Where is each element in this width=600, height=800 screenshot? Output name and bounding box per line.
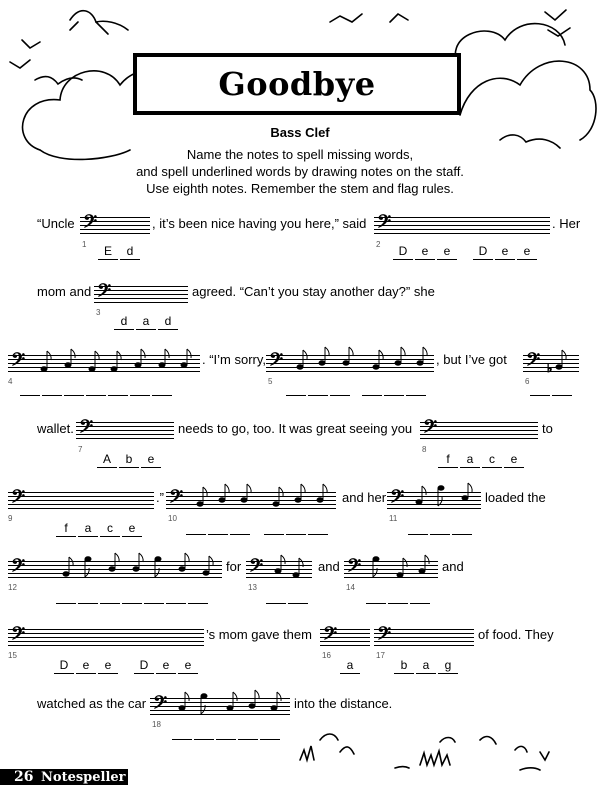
bass-clef-icon: 𝄢: [390, 486, 405, 512]
story-text: agreed. “Can’t you stay another day?” she: [192, 284, 435, 299]
notes-exercise-6: [523, 345, 581, 377]
staff-exercise-1[interactable]: [80, 211, 150, 237]
page-number: 26: [14, 769, 34, 785]
exercise-number: 3: [96, 308, 101, 317]
answer-blanks-10: [186, 521, 330, 538]
exercise-number: 7: [78, 445, 83, 454]
story-text: ’s mom gave them: [206, 627, 312, 642]
staff-exercise-7[interactable]: [76, 416, 174, 442]
bass-clef-icon: 𝄢: [79, 416, 94, 442]
bird-icon: [330, 14, 362, 22]
answer-blanks-4: [20, 382, 174, 399]
answer-letters-2: D e e D e e: [393, 244, 539, 260]
answer-letters-8: f a c e: [438, 452, 526, 468]
instruction-line: Use eighth notes. Remember the stem and flag rules.: [146, 181, 454, 196]
story-text: mom and: [37, 284, 92, 299]
bass-clef-icon: 𝄢: [347, 555, 362, 581]
notes-exercise-18: [150, 686, 292, 722]
bass-clef-icon: 𝄢: [249, 555, 264, 581]
story-text: to: [542, 421, 553, 436]
bird-icon: [22, 40, 40, 48]
bass-clef-icon: 𝄢: [169, 486, 184, 512]
answer-blanks-12: [56, 590, 210, 607]
staff-exercise-16[interactable]: [320, 623, 370, 649]
page-title: Goodbye: [218, 65, 376, 103]
answer-letters-1: E d: [98, 244, 142, 260]
exercise-number: 4: [8, 377, 13, 386]
bird-icon: [35, 77, 82, 84]
notes-exercise-5: [266, 345, 436, 377]
answer-letters-7: A b e: [97, 452, 163, 468]
story-text: for: [226, 559, 242, 574]
story-text: into the distance.: [294, 696, 393, 711]
notes-exercise-14: [344, 549, 440, 585]
exercise-number: 14: [346, 583, 355, 592]
bass-clef-icon: 𝄢: [526, 349, 541, 375]
answer-letters-3: d a d: [114, 314, 180, 330]
answer-blanks-6: [530, 382, 574, 399]
story-text: . “I’m sorry,: [202, 352, 267, 367]
instruction-line: Name the notes to spell missing words,: [186, 147, 414, 162]
bass-clef-icon: 𝄢: [97, 280, 112, 306]
staff-exercise-9[interactable]: [8, 486, 154, 512]
exercise-number: 6: [525, 377, 530, 386]
bass-clef-icon: 𝄢: [377, 211, 392, 237]
svg-text:♭: ♭: [547, 362, 553, 375]
page-footer: [0, 769, 128, 785]
exercise-number: 11: [389, 514, 398, 523]
answer-letters-15: D e e D e e: [54, 658, 200, 674]
grass-icon: [420, 737, 549, 765]
notes-exercise-4: [8, 345, 202, 377]
exercise-number: 2: [376, 240, 381, 249]
story-text: wallet.: [37, 421, 74, 436]
bass-clef-icon: 𝄢: [11, 486, 26, 512]
bird-icon: [545, 10, 566, 20]
bass-clef-icon: 𝄢: [11, 555, 26, 581]
bass-clef-icon: 𝄢: [11, 349, 26, 375]
notes-exercise-11: [387, 480, 483, 514]
story-text: needs to go, too. It was great seeing you: [178, 421, 413, 436]
bass-clef-icon: 𝄢: [377, 623, 392, 649]
story-text: and: [442, 559, 464, 574]
answer-blanks-5: [286, 382, 428, 399]
story-text: , it’s been nice having you here,” said: [152, 216, 367, 231]
answer-blanks-14: [366, 590, 432, 607]
notes-exercise-12: [8, 550, 224, 584]
bird-icon: [390, 14, 408, 22]
staff-exercise-15[interactable]: [8, 623, 204, 649]
exercise-number: 12: [8, 583, 17, 592]
answer-letters-9: f a c e: [56, 521, 144, 537]
exercise-number: 16: [322, 651, 331, 660]
staff-exercise-3[interactable]: [94, 280, 188, 306]
bird-icon: [70, 11, 128, 30]
bird-icon: [10, 60, 30, 68]
notes-exercise-13: [246, 551, 314, 585]
story-text: . Her: [552, 216, 581, 231]
answer-letters-16: a: [340, 658, 362, 674]
story-text: loaded the: [485, 490, 546, 505]
instruction-line: and spell underlined words by drawing notes on the staff.: [136, 164, 464, 179]
book-title: Notespeller: [41, 770, 126, 785]
grass-icon: [300, 734, 354, 760]
story-text: watched as the car: [37, 696, 147, 711]
staff-exercise-2[interactable]: [374, 211, 550, 237]
title-box: [133, 53, 461, 115]
bass-clef-icon: 𝄢: [153, 692, 168, 718]
notes-exercise-10: [166, 482, 338, 514]
staff-exercise-17[interactable]: [374, 623, 474, 649]
instructions: [0, 146, 600, 197]
story-text: .”: [156, 490, 164, 505]
exercise-number: 15: [8, 651, 17, 660]
story-text: of food. They: [478, 627, 554, 642]
exercise-number: 8: [422, 445, 427, 454]
bass-clef-icon: 𝄢: [269, 349, 284, 375]
bass-clef-icon: 𝄢: [11, 623, 26, 649]
exercise-number: 1: [82, 240, 87, 249]
exercise-number: 17: [376, 651, 385, 660]
exercise-number: 9: [8, 514, 13, 523]
exercise-number: 5: [268, 377, 273, 386]
story-text: and her: [342, 490, 387, 505]
bass-clef-icon: 𝄢: [83, 211, 98, 237]
story-text: and: [318, 559, 340, 574]
exercise-number: 13: [248, 583, 257, 592]
exercise-number: 18: [152, 720, 161, 729]
story-text: , but I’ve got: [436, 352, 507, 367]
answer-letters-17: b a g: [394, 658, 460, 674]
answer-blanks-13: [266, 590, 310, 607]
bird-icon: [548, 28, 570, 36]
story-text: “Uncle: [37, 216, 75, 231]
clef-subtitle: Bass Clef: [270, 125, 330, 140]
exercise-number: 10: [168, 514, 177, 523]
answer-blanks-18: [172, 726, 282, 743]
bass-clef-icon: 𝄢: [323, 623, 338, 649]
staff-exercise-8[interactable]: [420, 416, 538, 442]
bass-clef-icon: 𝄢: [423, 416, 438, 442]
answer-blanks-11: [408, 521, 474, 538]
